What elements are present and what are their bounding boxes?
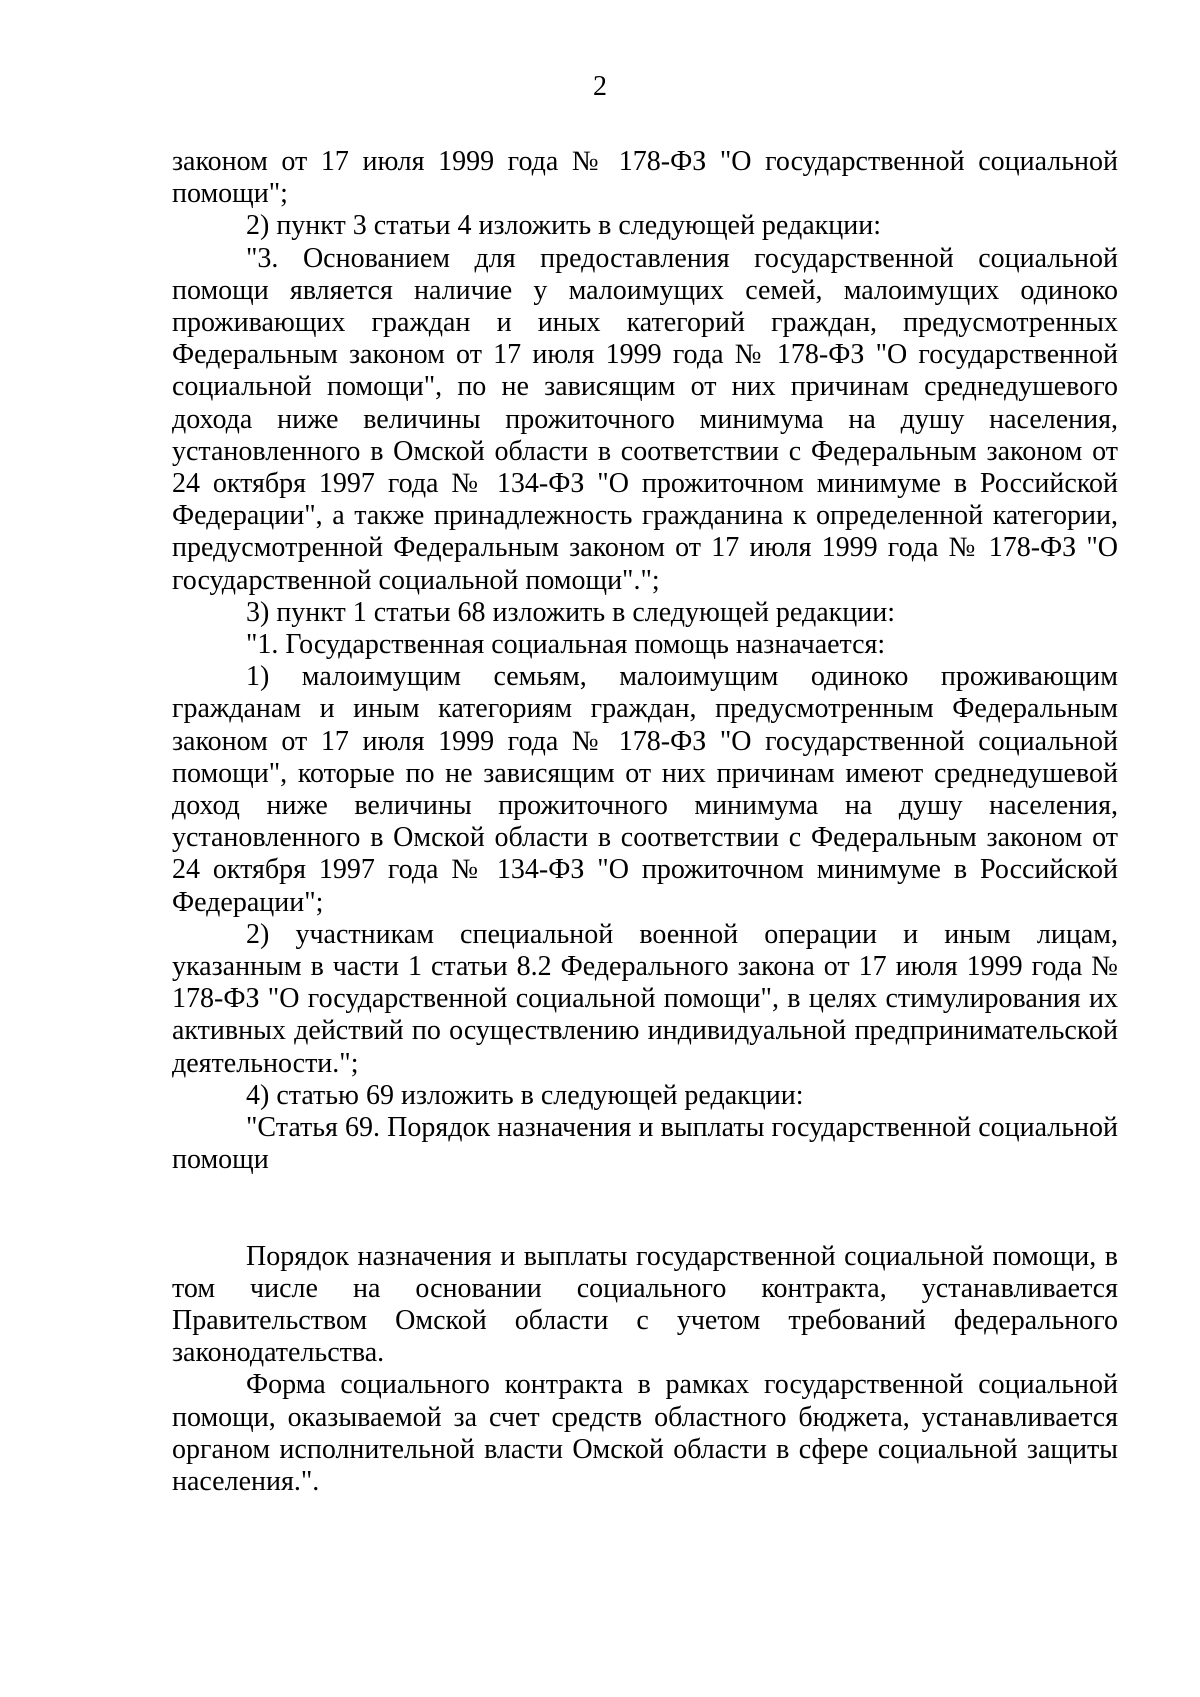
paragraph-subpoint-1: 1) малоимущим семьям, малоимущим одиноко проживающим гражданам и иным категориям граждан, предусмотренным Федеральным законом от 17 июля 1999 года № 178-ФЗ "О государственной социальной помощи", которые по не зависящим от них причинам имеют среднедушевой доход ниже величины прожиточного минимума на душу населения, установленного в Омской области в соответствии с Федеральным законом от 24 октября 1997 года № 134-ФЗ "О прожиточном минимуме в Российской Федерации"; — [172, 661, 1118, 918]
paragraph-amendment-3: 3) пункт 1 статьи 68 изложить в следующей редакции: — [246, 596, 896, 628]
paragraph-article-69-contract-form: Форма социального контракта в рамках государственной социальной помощи, оказываемой за счет средств областного бюджета, устанавливается органом исполнительной власти Омской области в сфере социальной защиты населения.". — [172, 1369, 1118, 1497]
page-number: 2 — [593, 71, 607, 102]
paragraph-amendment-4: 4) статью 69 изложить в следующей редакции: — [246, 1079, 804, 1111]
paragraph-article-69-order: Порядок назначения и выплаты государственной социальной помощи, в том числе на основании социального контракта, устанавливается Правительством Омской области с учетом требований федерального законодательства. — [172, 1240, 1118, 1369]
paragraph-article-4-point-3: "3. Основанием для предоставления государственной социальной помощи является наличие у малоимущих семей, малоимущих одиноко проживающих граждан и иных категорий граждан, предусмотренных Федеральным законом от 17 июля 1999 года № 178-ФЗ "О государственной социальной помощи", по не зависящим от них причинам среднедушевого дохода ниже величины прожиточного минимума на душу населения, установленного в Омской области в соответствии с Федеральным законом от 24 октября 1997 года № 134-ФЗ "О прожиточном минимуме в Российской Федерации", а также принадлежность гражданина к определенной категории, предусмотренной Федеральным законом от 17 июля 1999 года № 178-ФЗ "О государственной социальной помощи"."; — [172, 242, 1118, 596]
article-69-heading: "Статья 69. Порядок назначения и выплаты государственной социальной помощи — [172, 1112, 1118, 1176]
paragraph-amendment-2: 2) пункт 3 статьи 4 изложить в следующей редакции: — [246, 210, 882, 242]
document-body — [172, 146, 1118, 1498]
paragraph-article-68-point-1: "1. Государственная социальная помощь назначается: — [246, 629, 886, 661]
paragraph-continuation: законом от 17 июля 1999 года № 178-ФЗ "О государственной социальной помощи"; — [172, 146, 1118, 210]
paragraph-subpoint-2: 2) участникам специальной военной операции и иным лицам, указанным в части 1 статьи 8.2 Федерального закона от 17 июля 1999 года № 178-ФЗ "О государственной социальной помощи", в целях стимулирования их активных действий по осуществлению индивидуальной предпринимательской деятельности."; — [172, 918, 1118, 1079]
